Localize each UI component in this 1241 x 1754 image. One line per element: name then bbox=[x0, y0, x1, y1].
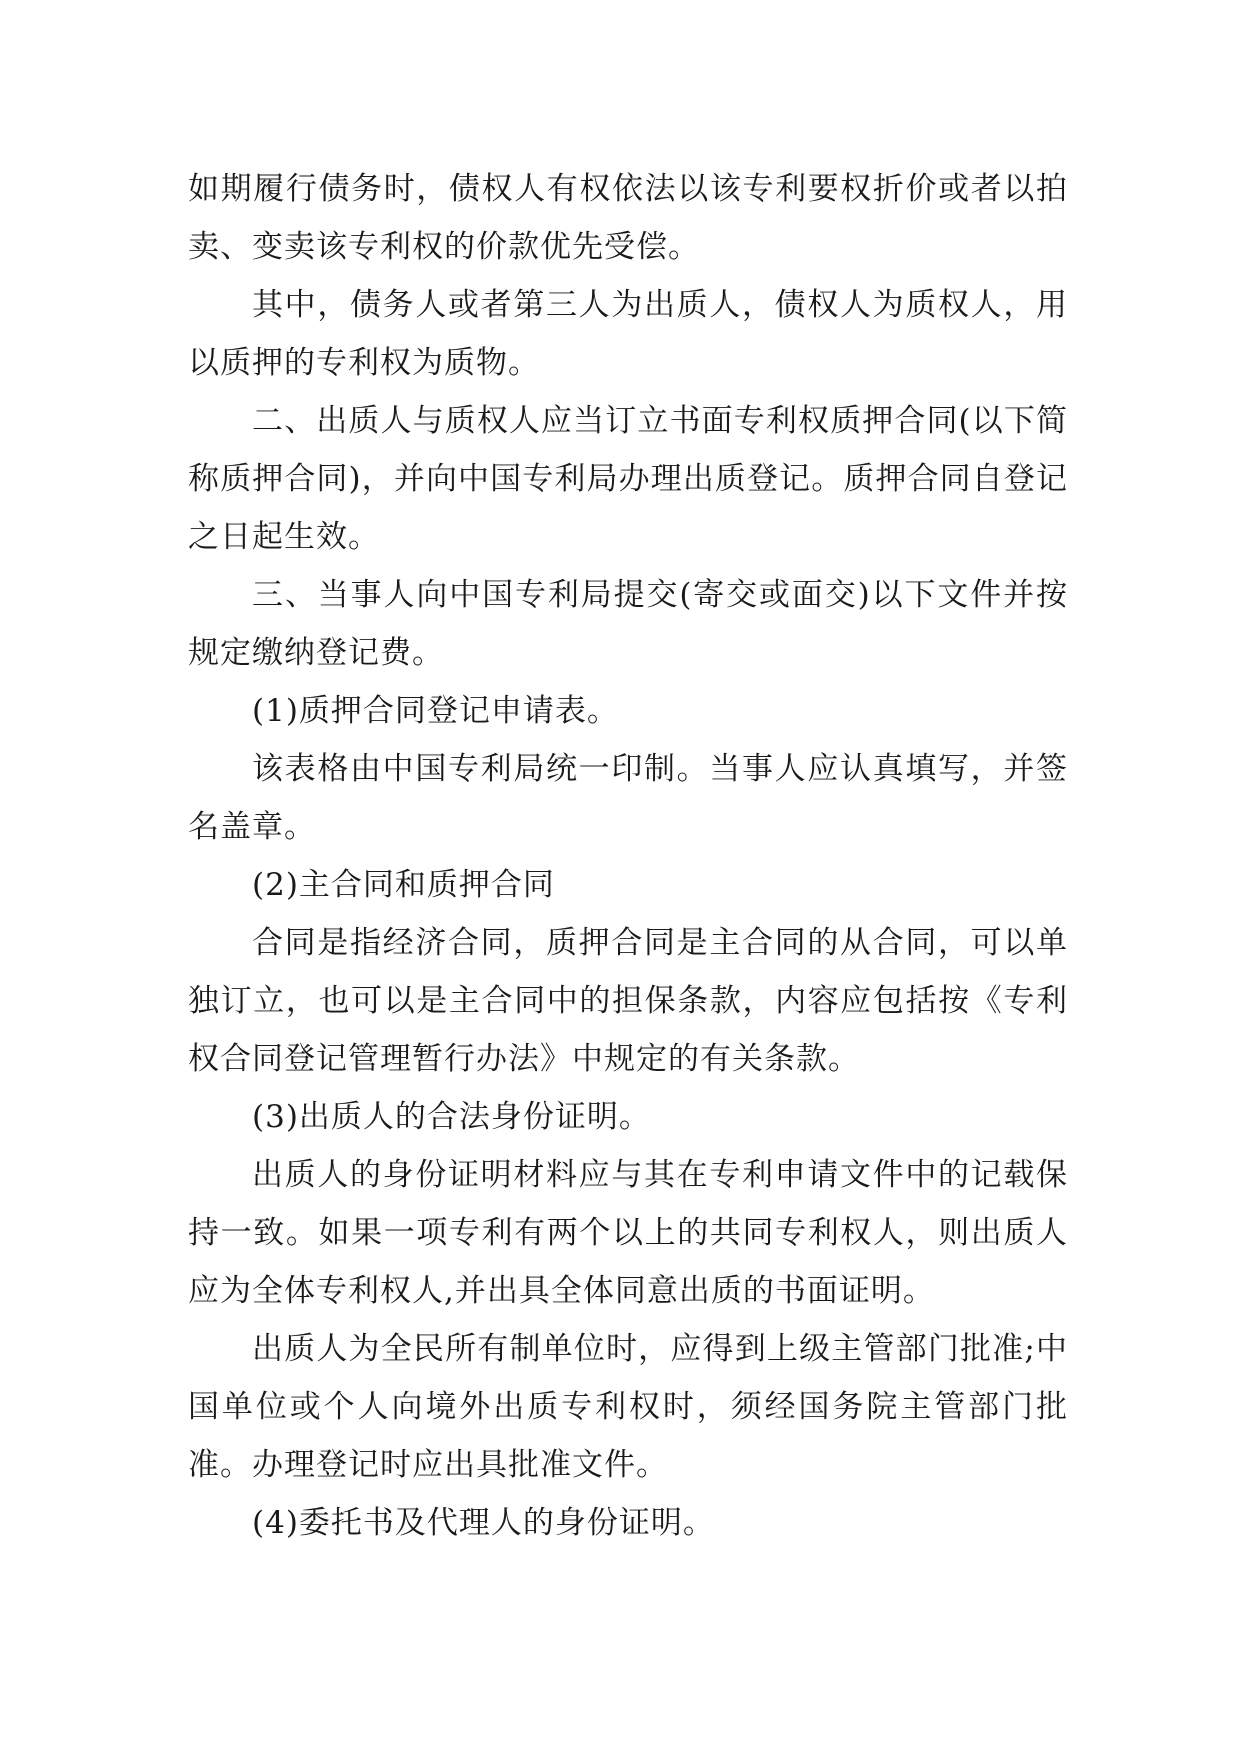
paragraph-6: 合同是指经济合同，质押合同是主合同的从合同，可以单独订立，也可以是主合同中的担保条款，内容应包括按《专利权合同登记管理暂行办法》中规定的有关条款。 bbox=[188, 925, 1068, 1077]
document-body bbox=[188, 160, 1068, 1552]
paragraph-5: 该表格由中国专利局统一印制。当事人应认真填写，并签名盖章。 bbox=[188, 751, 1068, 845]
paragraph-8: 出质人为全民所有制单位时，应得到上级主管部门批准;中国单位或个人向境外出质专利权时，须经国务院主管部门批准。办理登记时应出具批准文件。 bbox=[188, 1331, 1068, 1483]
paragraph-1: 如期履行债务时，债权人有权依法以该专利要权折价或者以拍卖、变卖该专利权的价款优先受偿。 bbox=[188, 171, 1068, 265]
paragraph-2: 其中，债务人或者第三人为出质人，债权人为质权人，用以质押的专利权为质物。 bbox=[188, 287, 1068, 381]
paragraph-4: 三、当事人向中国专利局提交(寄交或面交)以下文件并按规定缴纳登记费。 bbox=[188, 577, 1068, 671]
list-item-2-heading: (2)主合同和质押合同 bbox=[252, 867, 555, 903]
paragraph-7: 出质人的身份证明材料应与其在专利申请文件中的记载保持一致。如果一项专利有两个以上的共同专利权人，则出质人应为全体专利权人,并出具全体同意出质的书面证明。 bbox=[188, 1157, 1068, 1309]
list-item-3-heading: (3)出质人的合法身份证明。 bbox=[252, 1099, 651, 1135]
paragraph-3: 二、出质人与质权人应当订立书面专利权质押合同(以下简称质押合同)，并向中国专利局办理出质登记。质押合同自登记之日起生效。 bbox=[188, 403, 1068, 555]
list-item-4-heading: (4)委托书及代理人的身份证明。 bbox=[252, 1505, 715, 1541]
list-item-1-heading: (1)质押合同登记申请表。 bbox=[252, 693, 619, 729]
